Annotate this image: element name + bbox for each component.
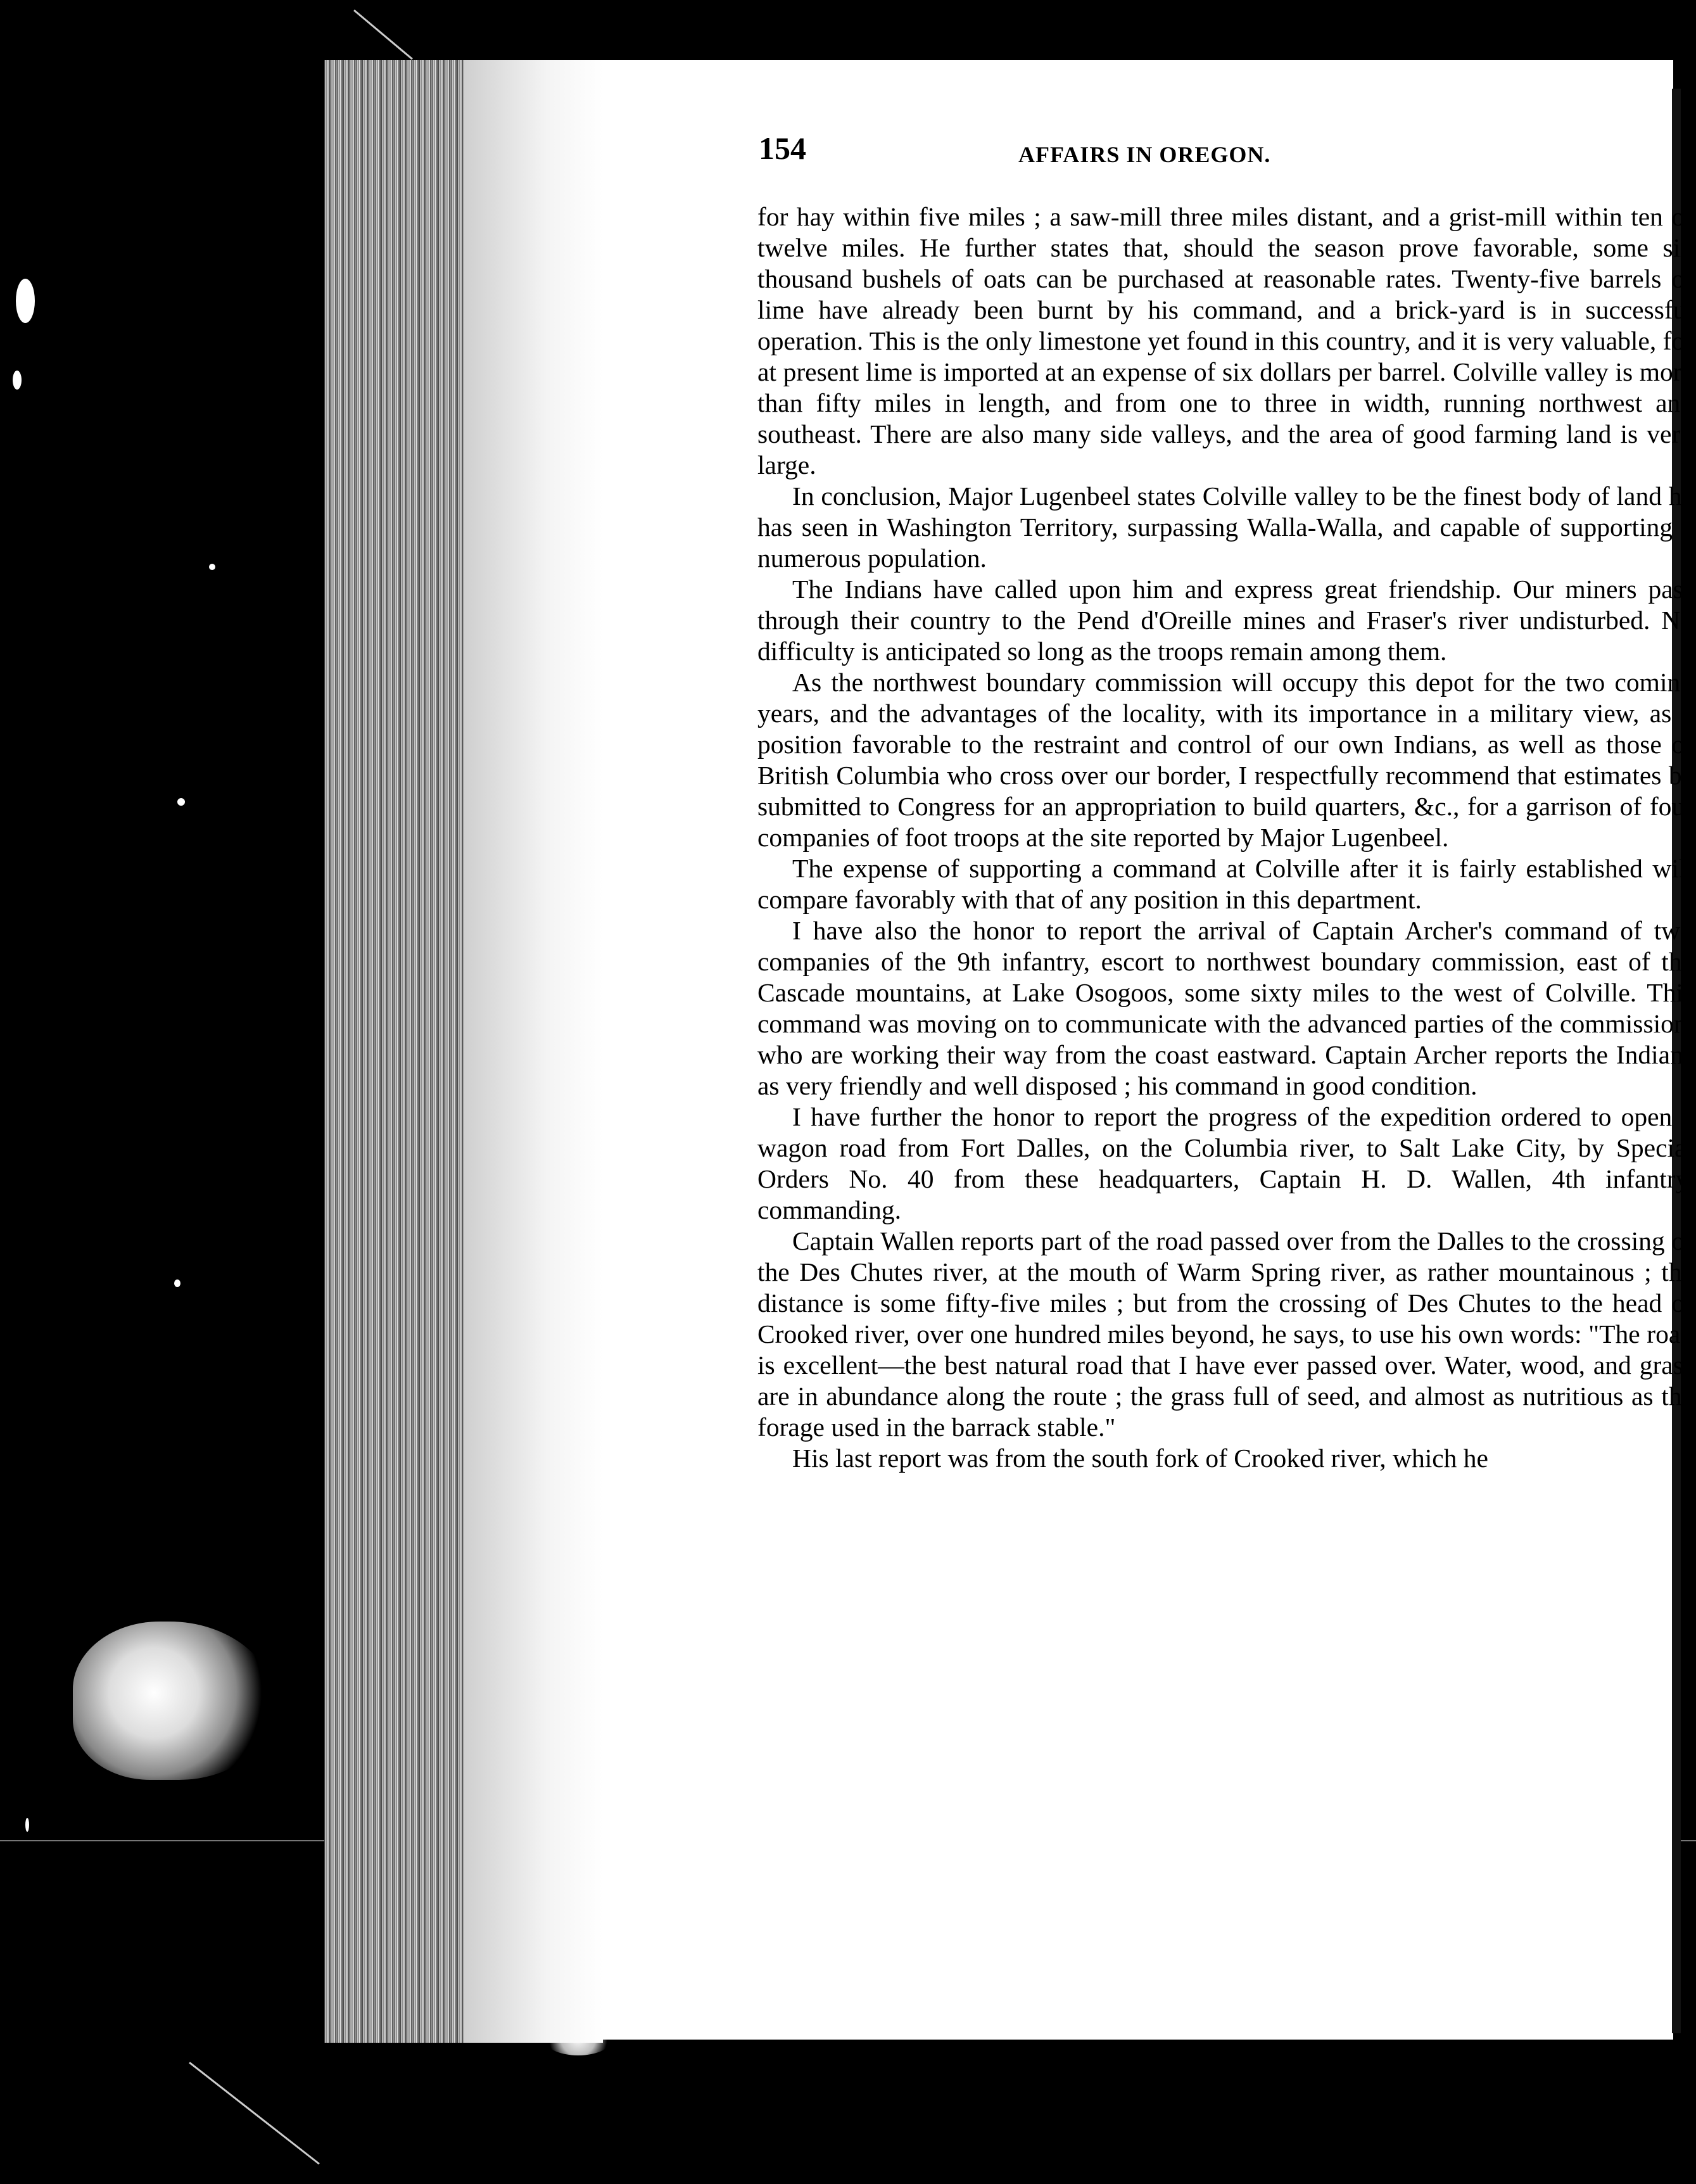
paragraph: The Indians have called upon him and express great friendship. Our miners pass through their country to the Pend d'Oreille mines and Fraser's river undisturbed. No difficulty is anticipated so long as the troops remain among them. [757,575,1693,666]
scan-artifact-line [189,2062,320,2164]
scan-artifact-blot [73,1622,275,1780]
scan-speck [174,1279,180,1287]
scan-speck [13,371,22,390]
scan-speck [209,564,215,570]
paragraph: I have also the honor to report the arrival of Captain Archer's command of two companies of the 9th infantry, escort to northwest boundary commission, east of the Cascade mountains, at Lake Osogoos, some sixty miles to the west of Colville. This command was moving on to communicate with the advanced parties of the commission, who are working their way from the coast eastward. Captain Archer reports the Indians as very friendly and well disposed ; his command in good condition. [757,916,1693,1100]
paragraph: As the northwest boundary commission will occupy this depot for the two coming years, and the advantages of the locality, with its importance in a military view, as a position favorable to the restraint and control of our own Indians, as well as those of British Columbia who cross over our border, I respectfully recommend that estimates be submitted to Congress for an appropriation to build quarters, &c., for a garrison of four companies of foot troops at the site reported by Major Lugenbeel. [757,668,1693,852]
scan-speck [177,798,185,806]
body-text [757,201,1693,1474]
paragraph: Captain Wallen reports part of the road passed over from the Dalles to the crossing of the Des Chutes river, at the mouth of Warm Spring river, as rather mountainous ; the distance is some fifty-five miles ; but from the crossing of Des Chutes to the head of Crooked river, over one hundred miles beyond, he says, to use his own words: "The road is excellent—the best natural road that I have ever passed over. Water, wood, and grass are in abundance along the route ; the grass full of seed, and almost as nutritious as the forage used in the barrack stable." [757,1226,1693,1442]
running-title: AFFAIRS IN OREGON. [1018,142,1271,167]
scan-artifact-line [353,10,413,60]
page-number: 154 [759,130,806,166]
book-page-edges [324,60,464,2043]
paragraph: In conclusion, Major Lugenbeel states Colville valley to be the finest body of land he has seen in Washington Territory, surpassing Walla-Walla, and capable of supporting a numerous population. [757,481,1693,573]
paragraph: for hay within five miles ; a saw-mill three miles distant, and a grist-mill within ten or twelve miles. He further states that, should the season prove favorable, some six thousand bushels of oats can be purchased at reasonable rates. Twenty-five barrels of lime have already been burnt by his command, and a brick-yard is in successful operation. This is the only limestone yet found in this country, and it is very valuable, for at present lime is imported at an expense of six dollars per barrel. Colville valley is more than fifty miles in length, and from one to three in width, running northwest and southeast. There are also many side valleys, and the area of good farming land is very large. [757,202,1693,479]
scan-speck [16,279,35,323]
page-header [759,130,1531,174]
paragraph: I have further the honor to report the progress of the expedition ordered to open a wagon road from Fort Dalles, on the Columbia river, to Salt Lake City, by Special Orders No. 40 from these headquarters, Captain H. D. Wallen, 4th infantry, commanding. [757,1102,1693,1224]
paragraph: His last report was from the south fork of Crooked river, which he [792,1444,1488,1473]
scan-speck [25,1818,29,1832]
page-gutter-shadow [464,60,603,2043]
paragraph: The expense of supporting a command at Colville after it is fairly established will compare favorably with that of any position in this department. [757,854,1693,914]
